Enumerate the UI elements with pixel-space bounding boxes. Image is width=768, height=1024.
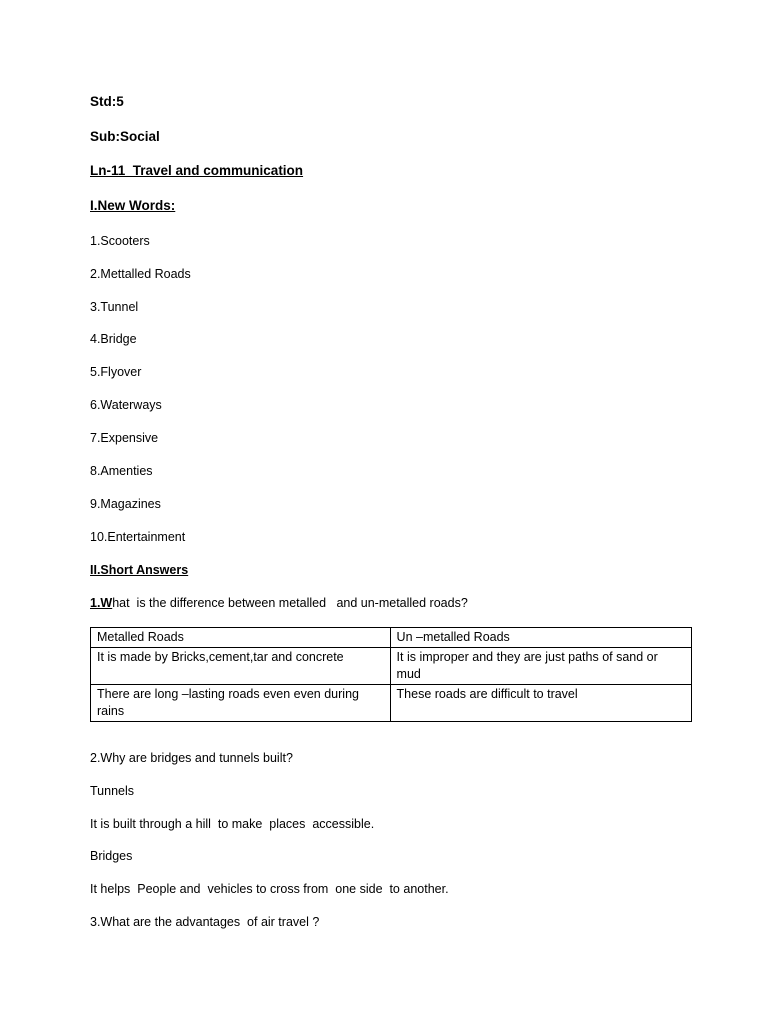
new-word-item: 5.Flyover: [90, 365, 142, 379]
new-word-item: 9.Magazines: [90, 497, 161, 511]
table-header-row: [91, 628, 692, 648]
section-short-answers-heading: II.Short Answers: [90, 563, 189, 577]
new-word-item: 10.Entertainment: [90, 530, 186, 544]
new-word-item: 7.Expensive: [90, 431, 159, 445]
question-2: 2.Why are bridges and tunnels built?: [90, 751, 293, 765]
new-word-item: 3.Tunnel: [90, 300, 139, 314]
table-cell: There are long –lasting roads even even during rains: [91, 685, 391, 722]
bridges-label: Bridges: [90, 849, 133, 863]
new-word-item: 1.Scooters: [90, 234, 150, 248]
question-1: [90, 595, 468, 611]
table-cell: It is improper and they are just paths of sand or mud: [390, 648, 691, 685]
lesson-title: Ln-11 Travel and communication: [90, 163, 304, 178]
table-row: [91, 648, 692, 685]
question-3: 3.What are the advantages of air travel ?: [90, 915, 320, 929]
table-header-cell: Un –metalled Roads: [390, 628, 691, 648]
subject-label: Sub:Social: [90, 129, 160, 144]
table-header-cell: Metalled Roads: [91, 628, 391, 648]
table-row: [91, 685, 692, 722]
bridges-answer: It helps People and vehicles to cross from one side to another.: [90, 882, 449, 896]
new-word-item: 2.Mettalled Roads: [90, 267, 191, 281]
tunnels-answer: It is built through a hill to make places accessible.: [90, 817, 375, 831]
table-cell: These roads are difficult to travel: [390, 685, 691, 722]
question-1-number: 1.W: [90, 596, 113, 610]
section-new-words-heading: I.New Words:: [90, 198, 176, 213]
table-cell: It is made by Bricks,cement,tar and concrete: [91, 648, 391, 685]
standard-label: Std:5: [90, 94, 124, 109]
question-1-text: hat is the difference between metalled and un-metalled roads?: [112, 596, 468, 610]
new-word-item: 4.Bridge: [90, 332, 137, 346]
roads-comparison-table: [90, 627, 692, 722]
new-word-item: 8.Amenties: [90, 464, 153, 478]
new-word-item: 6.Waterways: [90, 398, 162, 412]
tunnels-label: Tunnels: [90, 784, 135, 798]
